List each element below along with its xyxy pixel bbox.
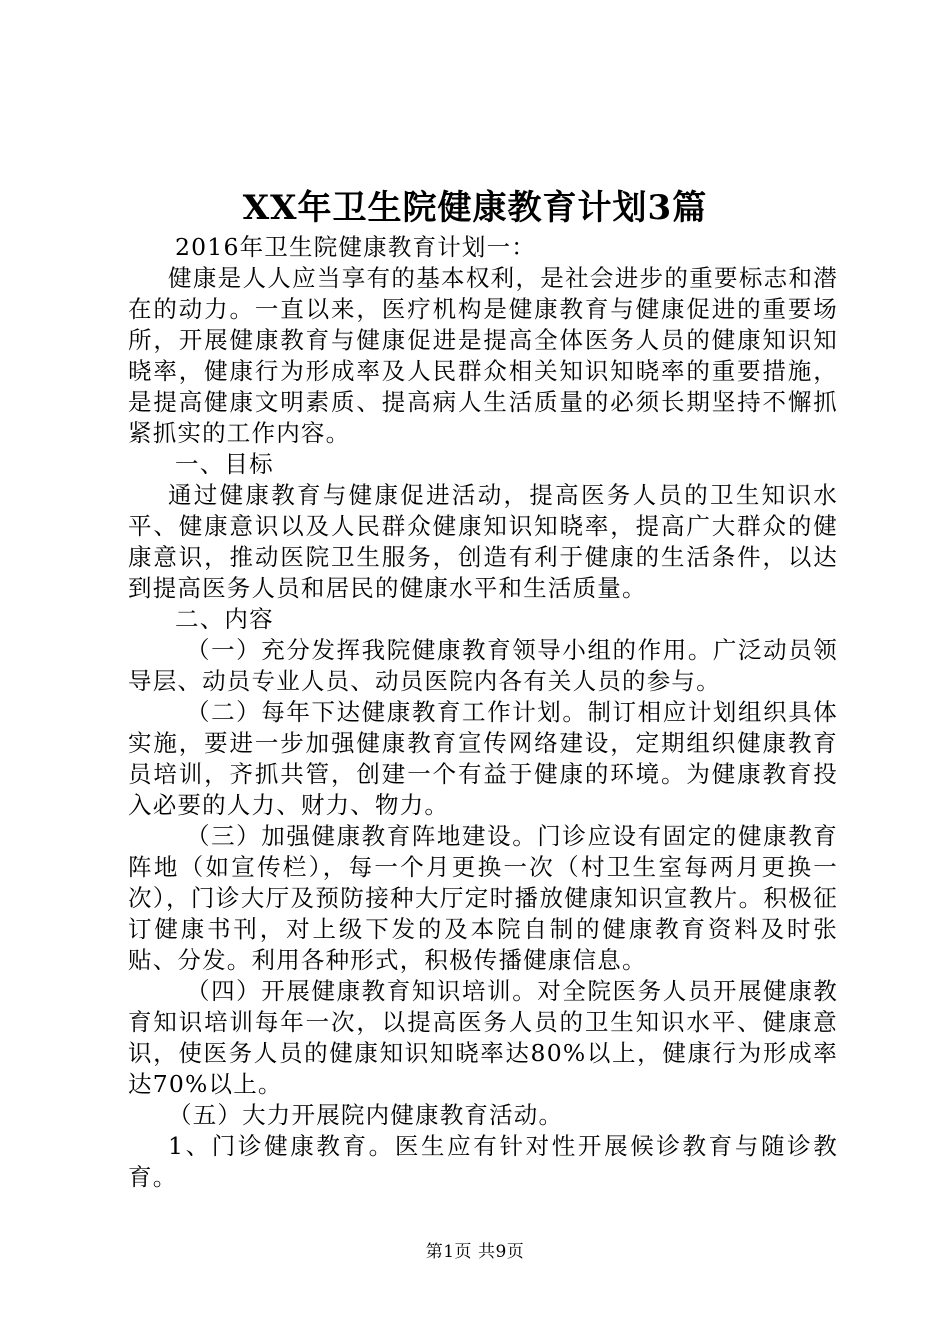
paragraph-item-3: （三）加强健康教育阵地建设。门诊应设有固定的健康教育阵地（如宣传栏），每一个月更换一次（村卫生室每两月更换一次），门诊大厅及预防接种大厅定时播放健康知识宣教片。积极征订健康书刊，对上级下发的及本院自制的健康教育资料及时张贴、分发。利用各种形式，积极传播健康信息。 (128, 822, 838, 974)
paragraph-goals: 通过健康教育与健康促进活动，提高医务人员的卫生知识水平、健康意识以及人民群众健康知识知晓率，提高广大群众的健康意识，推动医院卫生服务，创造有利于健康的生活条件，以达到提高医务人员和居民的健康水平和生活质量。 (128, 481, 838, 602)
plan-subtitle: 2016年卫生院健康教育计划一： (175, 233, 537, 261)
paragraph-outpatient: 1、门诊健康教育。医生应有针对性开展候诊教育与随诊教育。 (128, 1132, 838, 1191)
document-title: XX年卫生院健康教育计划3篇 (242, 188, 708, 228)
heading-goals: 一、目标 (175, 450, 274, 478)
heading-content: 二、内容 (175, 605, 274, 633)
paragraph-item-1: （一）充分发挥我院健康教育领导小组的作用。广泛动员领导层、动员专业人员、动员医院内各有关人员的参与。 (128, 636, 838, 695)
paragraph-item-5: （五）大力开展院内健康教育活动。 (168, 1101, 564, 1129)
paragraph-intro: 健康是人人应当享有的基本权利，是社会进步的重要标志和潜在的动力。一直以来，医疗机构是健康教育与健康促进的重要场所，开展健康教育与健康促进是提高全体医务人员的健康知识知晓率，健康行为形成率及人民群众相关知识知晓率的重要措施，是提高健康文明素质、提高病人生活质量的必须长期坚持不懈抓紧抓实的工作内容。 (128, 264, 838, 447)
paragraph-item-4: （四）开展健康教育知识培训。对全院医务人员开展健康教育知识培训每年一次，以提高医务人员的卫生知识水平、健康意识，使医务人员的健康知识知晓率达80%以上，健康行为形成率达70%以上。 (128, 977, 838, 1098)
page-footer: 第1页 共9页 (425, 1242, 525, 1262)
document-body (128, 232, 838, 1193)
paragraph-item-2: （二）每年下达健康教育工作计划。制订相应计划组织具体实施，要进一步加强健康教育宣传网络建设，定期组织健康教育员培训，齐抓共管，创建一个有益于健康的环境。为健康教育投入必要的人力、财力、物力。 (128, 698, 838, 819)
